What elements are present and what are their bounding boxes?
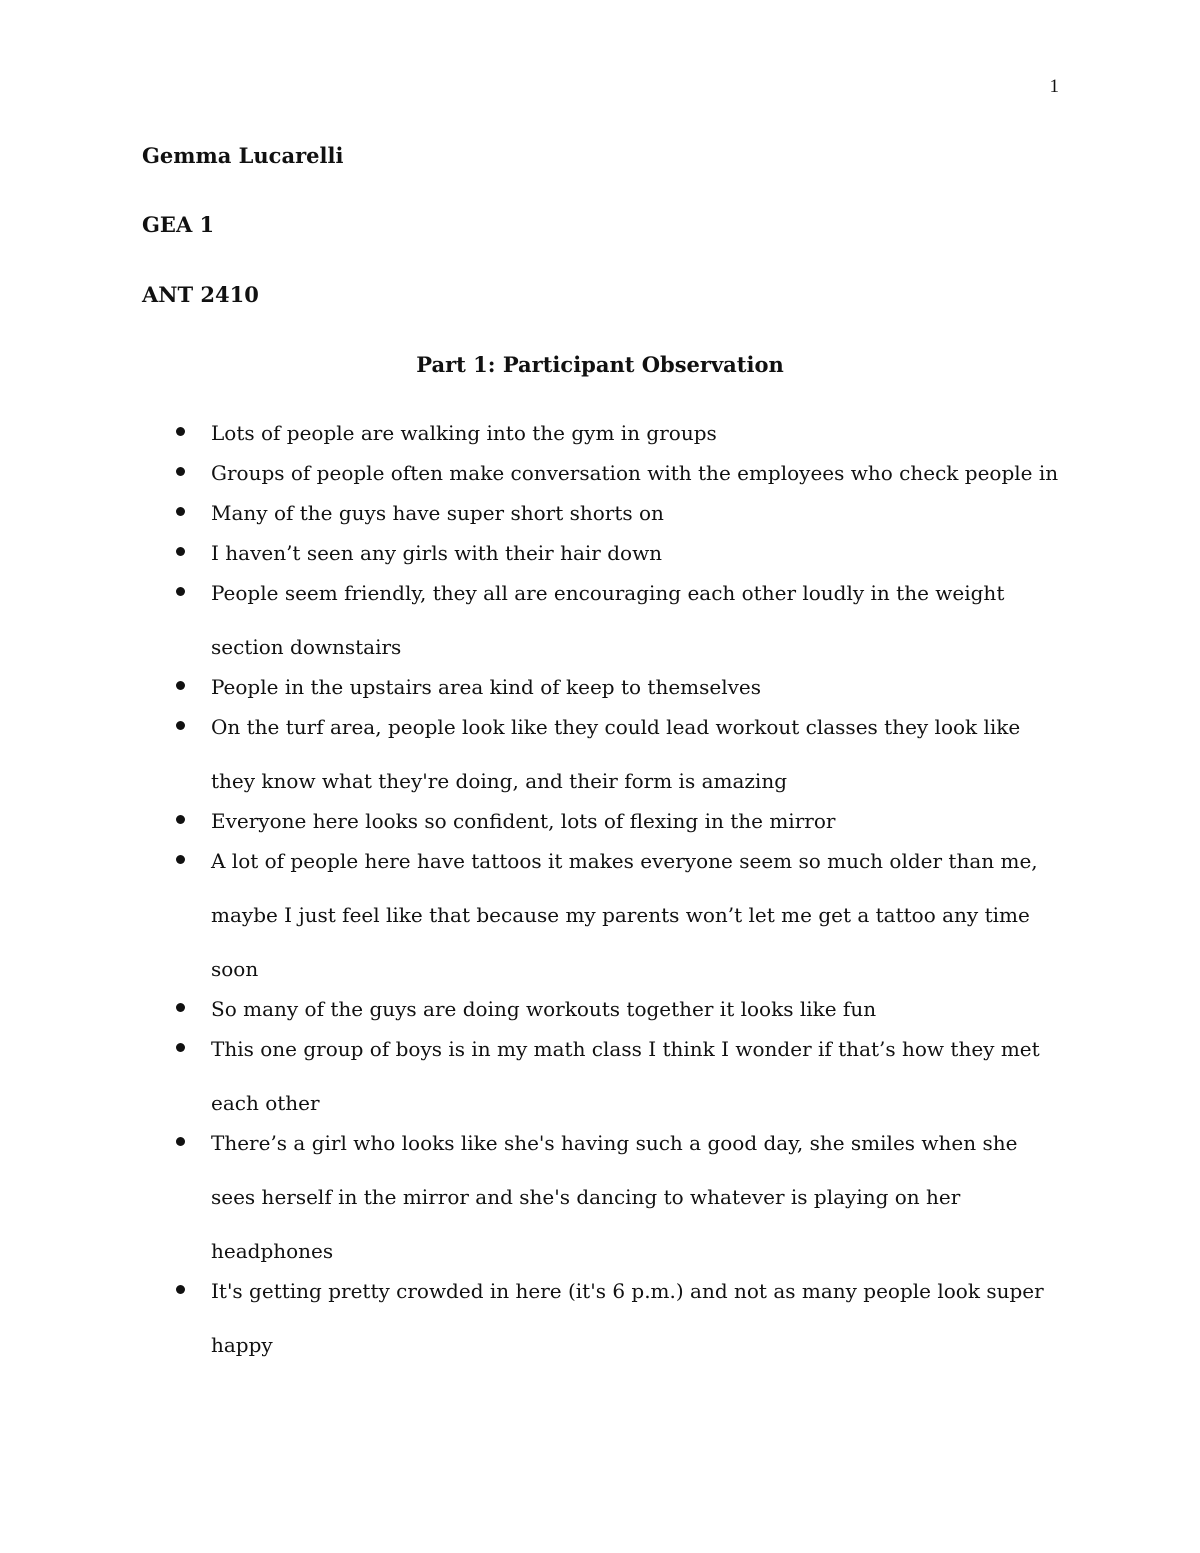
bullet-icon [176,587,185,596]
list-item-text: This one group of boys is in my math class I think I wonder if that’s how they met each other [211,1037,1040,1115]
list-item-text: A lot of people here have tattoos it makes everyone seem so much older than me, maybe I just feel like that because my parents won’t let me get a tattoo any time soon [211,849,1038,981]
list-item-text: On the turf area, people look like they could lead workout classes they look like they know what they're doing, and their form is amazing [211,715,1021,793]
author-name: Gemma Lucarelli [142,143,344,168]
list-item-text: People seem friendly, they all are encouraging each other loudly in the weight section downstairs [211,581,1005,659]
bullet-icon [176,1043,185,1052]
document-title: Part 1: Participant Observation [416,352,784,377]
bullet-icon [176,815,185,824]
list-item [0,1264,1200,1372]
list-item-text: Groups of people often make conversation with the employees who check people in [211,461,1059,485]
list-item [0,1022,1200,1130]
list-item-text: Many of the guys have super short shorts on [211,501,664,525]
list-item [0,700,1200,808]
bullet-icon [176,467,185,476]
list-item-text: Lots of people are walking into the gym in groups [211,421,717,445]
bullet-icon [176,507,185,516]
list-item-text: I haven’t seen any girls with their hair down [211,541,663,565]
list-item-text: Everyone here looks so confident, lots of flexing in the mirror [211,809,836,833]
list-item-text: So many of the guys are doing workouts together it looks like fun [211,997,877,1021]
list-item-text: There’s a girl who looks like she's having such a good day, she smiles when she sees herself in the mirror and she's dancing to whatever is playing on her headphones [211,1131,1018,1263]
list-item [0,566,1200,674]
bullet-icon [176,1003,185,1012]
list-item-text: It's getting pretty crowded in here (it's 6 p.m.) and not as many people look super happy [211,1279,1044,1357]
observation-list [0,420,1200,1372]
bullet-icon [176,1285,185,1294]
bullet-icon [176,721,185,730]
bullet-icon [176,681,185,690]
bullet-icon [176,427,185,436]
list-item [0,834,1200,996]
course-code: GEA 1 [142,212,215,237]
bullet-icon [176,1137,185,1146]
course-number: ANT 2410 [142,282,259,307]
bullet-icon [176,547,185,556]
list-item [0,1116,1200,1278]
list-item-text: People in the upstairs area kind of keep to themselves [211,675,762,699]
bullet-icon [176,855,185,864]
page-number: 1 [1049,76,1059,97]
